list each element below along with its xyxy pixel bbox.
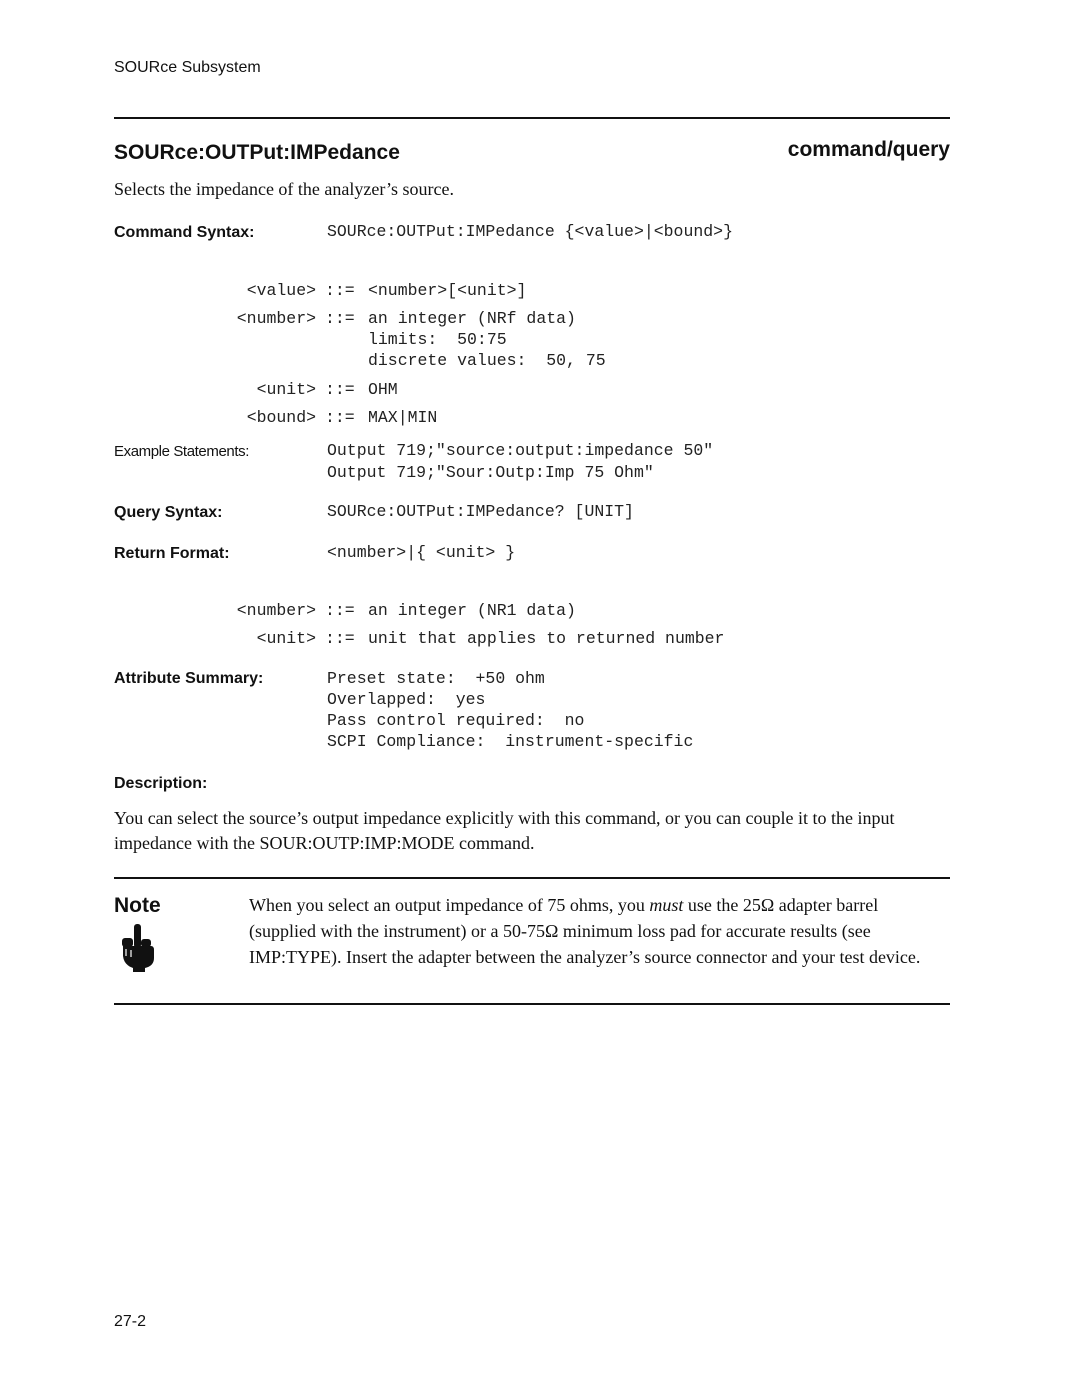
grammar-lhs: <unit> bbox=[256, 380, 316, 399]
attribute-line: Overlapped: yes bbox=[327, 690, 486, 709]
grammar-rhs: MAX|MIN bbox=[368, 408, 438, 427]
grammar-lhs: <unit> bbox=[256, 629, 316, 648]
page-number: 27-2 bbox=[114, 1313, 147, 1330]
command-syntax: SOURce:OUTPut:IMPedance {<value>|<bound>} bbox=[327, 222, 733, 241]
running-header: SOURce Subsystem bbox=[114, 59, 261, 76]
grammar-op: ::= bbox=[325, 601, 355, 620]
description-label: Description: bbox=[114, 775, 208, 792]
note-top-divider bbox=[114, 877, 950, 879]
note-body bbox=[249, 892, 939, 970]
grammar-lhs: <number> bbox=[236, 309, 316, 328]
grammar-op: ::= bbox=[325, 629, 355, 648]
attribute-line: Pass control required: no bbox=[327, 711, 585, 730]
attribute-summary-label: Attribute Summary: bbox=[114, 670, 264, 687]
description-text: You can select the source’s output impedance explicitly with this command, or you can couple it to the input impedance with the SOUR:OUTP:IMP:MODE command. bbox=[114, 808, 895, 853]
example-statements-label: Example Statements: bbox=[114, 443, 249, 460]
note-text-end: use the 25Ω adapter barrel (supplied with the instrument) or a 50-75Ω minimum loss pad for accurate results (see IMP:TYPE). Insert the adapter between the analyzer’s source connector and your test device. bbox=[249, 895, 921, 967]
attribute-line: Preset state: +50 ohm bbox=[327, 669, 545, 688]
command-title: SOURce:OUTPut:IMPedance bbox=[114, 141, 400, 164]
note-emphasis: must bbox=[649, 895, 684, 915]
grammar-rhs: OHM bbox=[368, 380, 398, 399]
command-type: command/query bbox=[787, 138, 950, 161]
top-divider bbox=[114, 117, 950, 119]
return-format: <number>|{ <unit> } bbox=[327, 543, 516, 562]
command-summary: Selects the impedance of the analyzer’s source. bbox=[114, 179, 455, 199]
note-bottom-divider bbox=[114, 1003, 950, 1005]
grammar-lhs: <number> bbox=[236, 601, 316, 620]
example-line: Output 719;"source:output:impedance 50" bbox=[327, 441, 714, 460]
grammar-rhs: an integer (NR1 data) bbox=[368, 601, 576, 620]
grammar-op: ::= bbox=[325, 309, 355, 328]
grammar-op: ::= bbox=[325, 281, 355, 300]
return-format-label: Return Format: bbox=[114, 545, 230, 562]
grammar-op: ::= bbox=[325, 408, 355, 427]
attribute-line: SCPI Compliance: instrument-specific bbox=[327, 732, 694, 751]
grammar-rhs: discrete values: 50, 75 bbox=[368, 351, 606, 370]
grammar-rhs: limits: 50:75 bbox=[368, 330, 507, 349]
grammar-rhs: <number>[<unit>] bbox=[368, 281, 527, 300]
grammar-lhs: <bound> bbox=[246, 408, 316, 427]
note-text-start: When you select an output impedance of 75 ohms, you bbox=[249, 895, 650, 915]
query-syntax-label: Query Syntax: bbox=[114, 504, 223, 521]
grammar-rhs: an integer (NRf data) bbox=[368, 309, 576, 328]
grammar-lhs: <value> bbox=[246, 281, 316, 300]
query-syntax: SOURce:OUTPut:IMPedance? [UNIT] bbox=[327, 502, 634, 521]
command-syntax-label: Command Syntax: bbox=[114, 224, 255, 241]
grammar-rhs: unit that applies to returned number bbox=[368, 629, 725, 648]
note-label: Note bbox=[114, 894, 161, 917]
example-line: Output 719;"Sour:Outp:Imp 75 Ohm" bbox=[327, 463, 654, 482]
grammar-op: ::= bbox=[325, 380, 355, 399]
pointing-hand-icon bbox=[119, 924, 157, 972]
